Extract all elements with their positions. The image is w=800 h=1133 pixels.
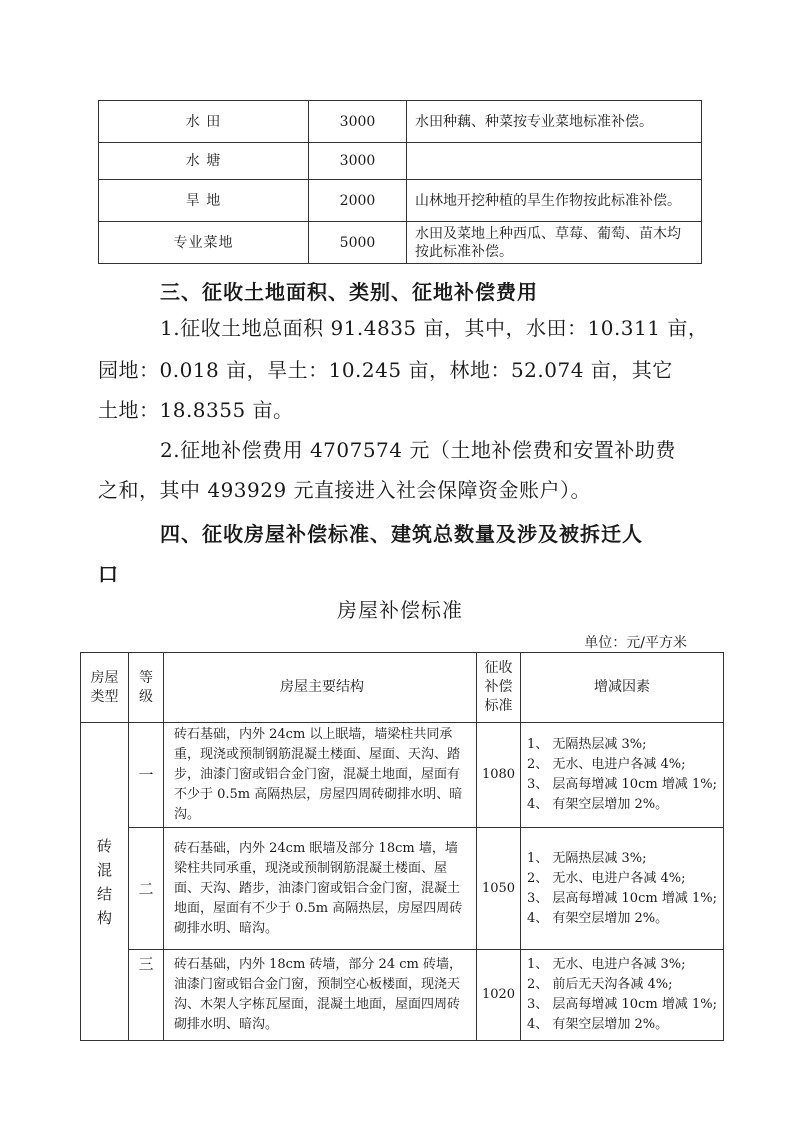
header-standard-text: 征收补偿标准	[484, 660, 513, 714]
header-standard	[477, 653, 521, 723]
factor-item: 1、 无水、电进户各减 3%;	[527, 957, 686, 972]
section3-para2-line1: 2.征地补偿费用 4707574 元（土地补偿费和安置补助费	[160, 438, 676, 462]
table-row	[99, 143, 702, 180]
table-row	[99, 101, 702, 143]
land-amount-cell: 3000	[309, 101, 407, 143]
land-note-cell	[407, 143, 702, 180]
factors-cell	[521, 828, 724, 950]
land-note-cell: 水田种藕、种菜按专业菜地标准补偿。	[407, 101, 702, 143]
land-type-cell: 水 田	[99, 101, 309, 143]
grade-cell: 一	[129, 723, 164, 828]
grade-cell: 三	[129, 950, 164, 1041]
factor-item: 3、 层高每增减 10cm 增减 1%;	[527, 777, 717, 792]
section3-para1-line1: 1.征收土地总面积 91.4835 亩，其中，水田：10.311 亩，	[160, 316, 709, 340]
factor-item: 4、 有架空层增加 2%。	[527, 1017, 669, 1032]
table-row	[81, 828, 724, 950]
land-amount-cell: 3000	[309, 143, 407, 180]
factor-item: 2、 无水、电进户各减 4%;	[527, 757, 686, 772]
header-factors: 增减因素	[521, 653, 724, 723]
factor-item: 4、 有架空层增加 2%。	[527, 797, 669, 812]
header-grade	[129, 653, 164, 723]
standard-cell: 1080	[477, 723, 521, 828]
table-row	[99, 222, 702, 264]
factor-item: 1、 无隔热层减 3%;	[527, 737, 647, 752]
factor-item: 3、 层高每增减 10cm 增减 1%;	[527, 997, 717, 1012]
header-grade-text: 等级	[139, 669, 153, 705]
header-structure: 房屋主要结构	[164, 653, 477, 723]
section3-para2-line2: 之和，其中 493929 元直接进入社会保障资金账户）。	[98, 478, 592, 502]
section3-para1-line2: 园地：0.018 亩，旱土：10.245 亩，林地：52.074 亩，其它	[98, 358, 673, 382]
factors-cell	[521, 723, 724, 828]
land-note-cell: 水田及菜地上种西瓜、草莓、葡萄、苗木均按此标准补偿。	[407, 222, 702, 264]
table-row	[81, 723, 724, 828]
table-row	[81, 950, 724, 1041]
section4-heading-line1: 四、征收房屋补偿标准、建筑总数量及涉及被拆迁人	[160, 522, 643, 546]
factors-cell	[521, 950, 724, 1041]
category-cell	[81, 723, 129, 1041]
house-table-title: 房屋补偿标准	[337, 598, 463, 622]
land-type-cell: 专业菜地	[99, 222, 309, 264]
section3-para1-line3: 土地：18.8355 亩。	[98, 398, 294, 422]
category-text: 砖混结构	[96, 836, 112, 927]
unit-label: 单位：元/平方米	[584, 635, 687, 651]
section4-heading-line2: 口	[98, 562, 119, 586]
table-row	[99, 180, 702, 222]
structure-cell: 砖石基础，内外 18cm 砖墙，部分 24 cm 砖墙，油漆门窗或铝合金门窗，预制空心板楼面，现浇天沟、木架人字栋瓦屋面，混凝土地面，屋面四周砖砌排水明、暗沟。	[164, 950, 477, 1041]
structure-cell: 砖石基础，内外 24cm 以上眠墙，墙梁柱共同承重，现浇或预制钢筋混凝土楼面、屋面、天沟、踏步，油漆门窗或铝合金门窗，混凝土地面，屋面有不少于 0.5m 高隔热层，房屋四周砖砌排水明、暗沟。	[164, 723, 477, 828]
land-note-cell: 山林地开挖种植的旱生作物按此标准补偿。	[407, 180, 702, 222]
standard-cell: 1020	[477, 950, 521, 1041]
grade-cell: 二	[129, 828, 164, 950]
standard-cell: 1050	[477, 828, 521, 950]
factor-item: 3、 层高每增减 10cm 增减 1%;	[527, 890, 717, 906]
header-house-type	[81, 653, 129, 723]
table-header-row	[81, 653, 724, 723]
section3-heading: 三、征收土地面积、类别、征地补偿费用	[160, 280, 538, 304]
structure-cell: 砖石基础，内外 24cm 眠墙及部分 18cm 墙，墙梁柱共同承重，现浇或预制钢筋混凝土楼面、屋面、天沟、踏步，油漆门窗或铝合金门窗，混凝土地面，屋面有不少于 0.5m 高隔热层，房屋四周砖砌排水明、暗沟。	[164, 828, 477, 950]
land-type-cell: 水 塘	[99, 143, 309, 180]
land-amount-cell: 5000	[309, 222, 407, 264]
factor-item: 2、 无水、电进户各减 4%;	[527, 870, 686, 886]
factor-item: 4、 有架空层增加 2%。	[527, 910, 669, 926]
header-house-type-text: 房屋类型	[90, 669, 119, 705]
factor-item: 1、 无隔热层减 3%;	[527, 850, 647, 866]
land-compensation-table	[98, 100, 702, 264]
land-amount-cell: 2000	[309, 180, 407, 222]
land-type-cell: 旱 地	[99, 180, 309, 222]
house-compensation-table	[80, 652, 724, 1041]
factor-item: 2、 前后无天沟各减 4%;	[527, 977, 673, 992]
